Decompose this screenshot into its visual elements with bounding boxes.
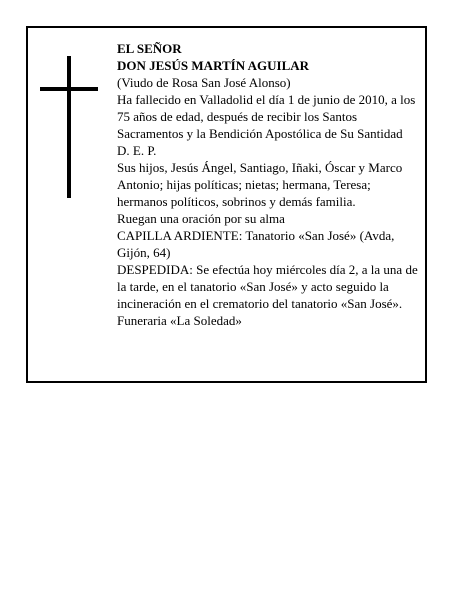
obituary-notice [26,26,427,383]
title-line: EL SEÑOR [117,41,182,56]
deceased-name: DON JESÚS MARTÍN AGUILAR [117,58,310,73]
chapel-info: CAPILLA ARDIENTE: Tanatorio «San José» (Avda, Gijón, 64) [117,228,395,260]
farewell-info: DESPEDIDA: Se efectúa hoy miércoles día 2, a la una de la tarde, en el tanatorio «San José» y acto seguido la incineración en el crematorio del tanatorio «San José». [117,262,418,311]
death-notice: Ha fallecido en Valladolid el día 1 de junio de 2010, a los 75 años de edad, después de recibir los Santos Sacramentos y la Bendición Apostólica de Su Santidad [117,92,416,141]
cross-horizontal-bar [40,87,98,91]
obituary-text [117,40,420,329]
relation-line: (Viudo de Rosa San José Alonso) [117,75,291,90]
rip-line: D. E. P. [117,143,157,158]
family-line: Sus hijos, Jesús Ángel, Santiago, Iñaki, Óscar y Marco Antonio; hijas políticas; nietas; hermana, Teresa; hermanos políticos, sobrinos y demás familia. [117,160,403,209]
prayer-request: Ruegan una oración por su alma [117,211,285,226]
cross-vertical-bar [67,56,71,198]
funeral-home: Funeraria «La Soledad» [117,313,242,328]
